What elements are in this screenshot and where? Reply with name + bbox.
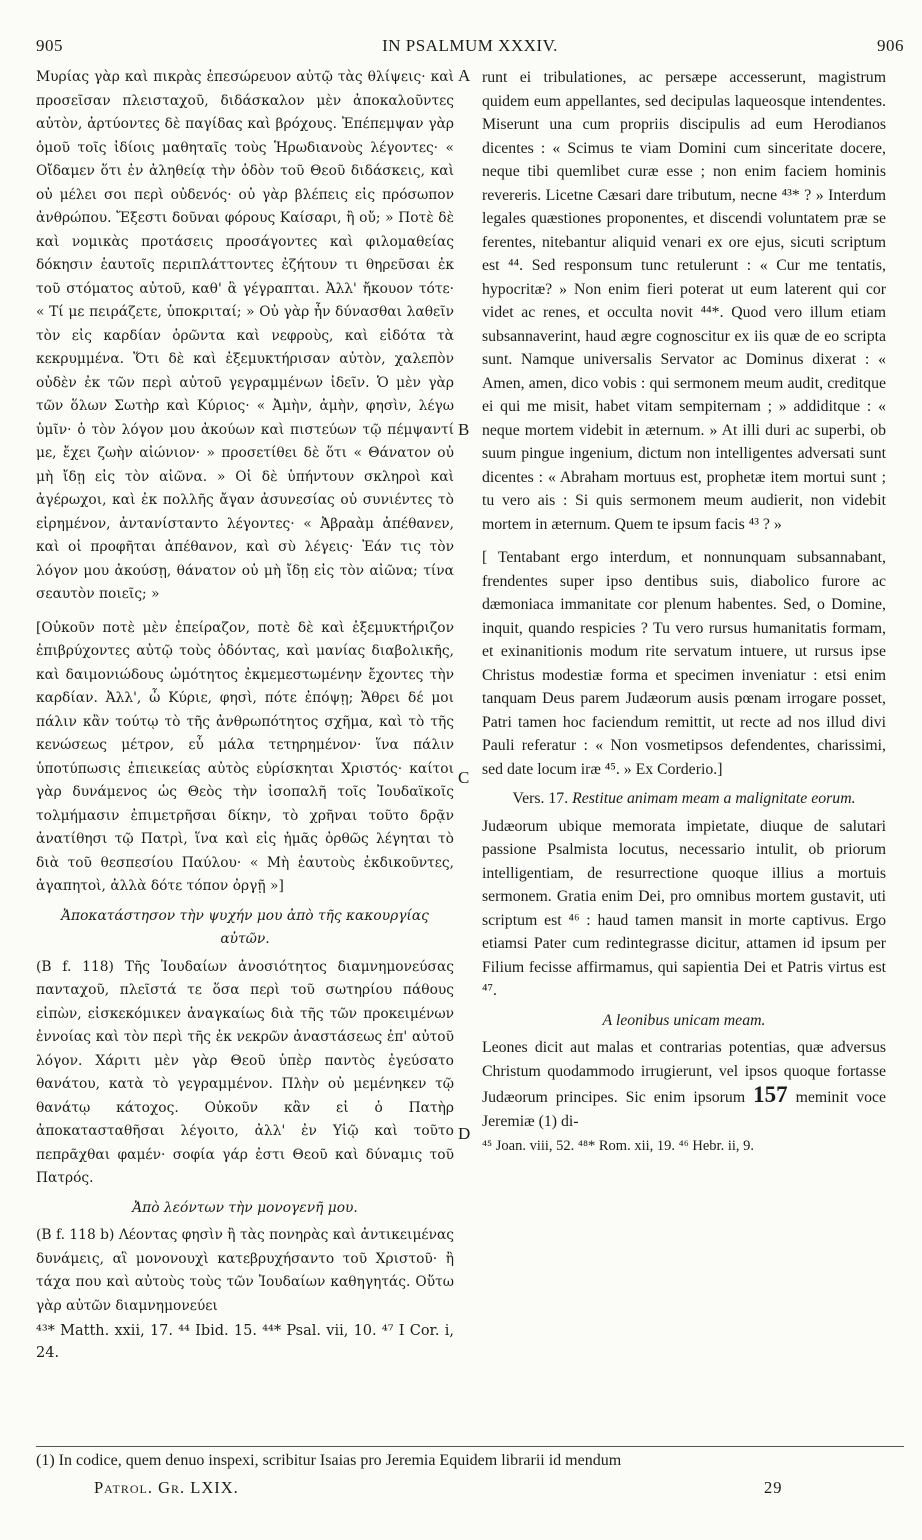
margin-letter-a: A <box>458 66 471 85</box>
volume-signature: Patrol. Gr. LXIX. <box>94 1478 239 1497</box>
left-page-number: 905 <box>36 36 63 55</box>
greek-paragraph-1: Μυρίας γὰρ καὶ πικρὰς ἐπεσώρευον αὐτῷ τὰς θλίψεις· καὶ προσεῖσαν πλεισταχοῦ, διδάσκαλον μὲν ἀποκαλοῦντες αὐτὸν, ἀρτύοντες δὲ παγίδας καὶ βρόχους. Ἐπέπεμψαν γὰρ ὁμοῦ τοῖς ἰδίοις μαθηταῖς τοὺς Ἡρωδιανοὺς λέγοντες· « Οἴδαμεν ὅτι ἐν ἀληθείᾳ τὴν ὁδὸν τοῦ Θεοῦ διδάσκεις, καὶ οὐ μέλει σοι περὶ οὐδενός· οὐ γὰρ βλέπεις εἰς πρόσωπον ἀνθρώπου. Ἔξεστι δοῦναι φόρους Καίσαρι, ἢ οὔ; » Ποτὲ δὲ καὶ νομικὰς προτάσεις προσάγοντες καὶ φιλομαθείας δόκησιν ἑαυτοῖς περιπλάττοντες ἐζήτουν τι θηρεῦσαι ἐκ τοῦ στόματος αὐτοῦ, καθ' ἃ γέγραπται. Ἀλλ' ἤκουον τότε· « Τί με πειράζετε, ὑποκριταί; » Οὐ γὰρ ἦν δύνασθαι λαθεῖν τὸν εἰς καρδίαν ὁρῶντα καὶ νεφροὺς, καὶ εἰδότα τὰ κεκρυμμένα. Ὅτι δὲ καὶ ἐξεμυκτήρισαν αὐτὸν, χαλεπὸν οὐδὲν ἐκ τῶν περὶ αὐτοῦ γεγραμμένων ἰδεῖν. Ὁ μὲν γὰρ τῶν ὅλων Σωτὴρ καὶ Κύριος· « Ἀμὴν, ἀμὴν, φησὶν, λέγω ὑμῖν· ὁ τὸν λόγον μου ἀκούων καὶ πιστεύων τῷ πέμψαντί με, ἔχει ζωὴν αἰώνιον· » προσετίθει δὲ ὅτι « Θάνατον οὐ μὴ ἴδῃ εἰς τὸν αἰῶνα. » Οἱ δὲ ὑπήντουν σκληροὶ καὶ ἀγέρωχοι, καὶ ἐκ πολλῆς ἄγαν ἀσυνεσίας οὐ συνιέντες τὸ εἰρημένον, ἀντανίσταντο λέγοντες· « Ἀβραὰμ ἀπέθανεν, καὶ οἱ προφῆται ἀπέθανον, καὶ σὺ λέγεις· Ἐάν τις τὸν λόγον μου ἀκούσῃ, θάνατον οὐ μὴ ἴδῃ εἰς τὸν αἰῶνα; τίνα σεαυτὸν ποιεῖς; » <box>36 69 454 602</box>
latin-paragraph-1: runt ei tribulationes, ac persæpe accesserunt, magistrum quidem eum appellantes, sed decipulas laqueosque intendentes. Miserunt una cum propriis discipulis ad eum Herodianos dicentes : « Scimus te viam Domini cum sinceritate docere, neque tibi quemlibet curæ esse ; non enim faciem hominis revereris. Licetne Cæsari dare tributum, necne ⁴³* ? » Interdum legales quæstiones proponentes, et discendi voluntatem præ se ferentes, nitebantur aliquid venari ex ore ejus, sicuti scriptum est ⁴⁴. Sed responsum tunc retulerunt : « Cur me tentatis, hypocritæ? » Non enim fieri poterat ut eum laterent qui cor videt ac renes, et occulta novit ⁴⁴*. Quod vero illum etiam subsannaverint, haud ægre cognoscitur ex iis quæ de eo scripta sunt. Namque universalis Servator ac Dominus dixerat : « Amen, amen, dico vobis : qui sermonem meum audit, creditque ei qui me misit, habet vitam sempiternam ; » addiditque : « neque mortem videbit in æternum. » At illi duri ac superbi, ob suum pingue ingenium, dictum non intelligentes adversati sunt dicentes : « Abraham mortuus est, prophetæ item mortui sunt ; tu vero ais : Si quis sermonem meum audierit, non videbit mortem in æternum. Quem te ipsum facis ⁴³ ? » <box>482 69 886 533</box>
signature-number: 29 <box>764 1478 783 1497</box>
latin-verse-heading-1 <box>482 787 886 811</box>
greek-paragraph-2: [Οὐκοῦν ποτὲ μὲν ἐπείραζον, ποτὲ δὲ καὶ ἐξεμυκτήριζον ἐπιβρύχοντες αὐτῷ τοὺς ὀδόντας, καὶ μανίας διαβολικῆς, καὶ δαιμονιώδους ὠμότητος ἐκμεμεστωμένην ἔχοντες τὴν καρδίαν. Ἀλλ', ὦ Κύριε, φησὶ, πότε ἐπόψῃ; Ἄθρει δέ μοι πάλιν κἂν τούτῳ τὸ τῆς ἀνθρωπότητος σχῆμα, καὶ τὸ τῆς κενώσεως μέτρον, εὖ μάλα τετηρημένον· ἵνα πάλιν ὑποτύπωσις ἐπιεικείας αὐτὸς εὑρίσκηται Χριστός· καίτοι γὰρ δυνάμενος ὡς Θεὸς τὴν ἰσοπαλῆ τοῖς Ἰουδαϊκοῖς τολμήμασιν ἐπιμετρῆσαι δίκην, τὸ χρῆναι τοῦτο δρᾷν ἀνατίθησι τῷ Πατρὶ, ἵνα καὶ εἰς ἡμᾶς ὀρθῶς λέγηται τὸ διὰ τοῦ θεσπεσίου Παύλου· « Μὴ ἑαυτοὺς ἐκδικοῦντες, ἀγαπητοὶ, ἀλλὰ δότε τόπον ὀργῇ »] <box>36 619 454 894</box>
greek-paragraph-4: (B f. 118 b) Λέοντας φησὶν ἢ τὰς πονηρὰς καὶ ἀντικειμένας δυνάμεις, αἳ μονονουχὶ κατεβρυχήσαντο τοῦ Χριστοῦ· ἢ τάχα που καὶ αὐτοὺς τοὺς τῶν Ἰουδαίων καθηγητάς. Οὕτω γὰρ αὐτῶν διαμνημονεύει <box>36 1227 454 1314</box>
latin-verse-heading-2: A leonibus unicam meam. <box>602 1011 766 1029</box>
margin-letter-d: D <box>458 1124 471 1143</box>
running-title: IN PSALMUM XXXIV. <box>382 36 558 55</box>
right-page-number: 906 <box>877 36 904 55</box>
latin-paragraph-4-end: meminit voce Jeremiæ (1) di- <box>482 1089 887 1130</box>
greek-paragraph-3: (B f. 118) Τῆς Ἰουδαίων ἀνοσιότητος διαμνημονεύσας πανταχοῦ, πλεῖστά τε ὅσα περὶ τοῦ σωτηρίου πάθους εἰπὼν, εἰσκεκόμικεν ἀναγκαίως διὰ τῆς τῶν προκειμένων ἐννοίας καὶ τὸν περὶ τῆς ἐκ νεκρῶν ἀναστάσεως ἐπ' αὐτοῦ λόγον. Χάριτι μὲν γὰρ Θεοῦ ὑπὲρ παντὸς ἐγεύσατο θανάτου, κατὰ τὸ γεγραμμένον. Πλὴν οὐ μεμένηκεν τῷ θανάτῳ κάτοχος. Οὐκοῦν κἂν εἰ ὁ Πατὴρ ἀποκατασταθῆσαι λέγοιτο, ἀλλ' ἐν Υἱῷ καὶ τοῦτο πεπρᾶχθαι φαμέν· σοφία γάρ ἐστι Θεοῦ καὶ δύναμις τοῦ Πατρός. <box>36 958 454 1186</box>
margin-letter-c: C <box>458 768 470 787</box>
margin-letter-b: B <box>458 420 470 439</box>
verse-text: Restitue animam meam a malignitate eorum. <box>572 790 856 807</box>
greek-column <box>36 66 454 1364</box>
latin-paragraph-3: Judæorum ubique memorata impietate, diuque de salutari passione Psalmista locutus, necessario intulit, ob priorum intelligentiam, de resurrectione quoque illius a mortuis sermonem. Gratia enim Dei, pro omnibus mortem gustavit, uti scriptum est ⁴⁶ : haud tamen mansit in morte captivus. Ergo etiamsi Pater cum redintegrasse dicitur, attamen id ipsum per Filium fecisse affirmamus, qui sapientia Dei et Patris virtus est ⁴⁷. <box>482 817 886 999</box>
column-number-marker: 157 <box>753 1082 788 1107</box>
greek-verse-heading-1: Ἀποκατάστησον τὴν ψυχήν μου ἀπὸ τῆς κακουργίας αὐτῶν. <box>61 907 429 947</box>
footnote-rule <box>36 1446 904 1447</box>
greek-verse-heading-2: Ἀπὸ λεόντων τὴν μονογενῆ μου. <box>132 1199 358 1216</box>
page-header <box>36 36 904 62</box>
latin-paragraph-4 <box>482 1036 886 1133</box>
footnote: (1) In codice, quem denuo inspexi, scribitur Isaias pro Jeremia Equidem librarii id mendum <box>36 1452 622 1469</box>
latin-paragraph-2: [ Tentabant ergo interdum, et nonnunquam subsannabant, frendentes super ipso dentibus suis, diabolico furore ac dæmoniaca immanitate cor plenum habentes. Sed, o Domine, inquit, quando respicies ? Tu vero rursus humanitatis formam, et exinanitionis modum rite servatum intuere, ut rursus ipse Christus modestiæ forma et specimen inveniatur : etsi enim tanquam Deus parem Judæorum ausis pœnam irrogare posset, Patri tamen hoc faciendum remittit, ut recte ad nos illud divi Pauli referatur : « Non vosmetipsos defendentes, charissimi, sed date locum iræ ⁴⁵. » Ex Corderio.] <box>482 549 886 778</box>
latin-paragraph-4-start: Leones dicit aut malas et contrarias potentias, quæ adversus Christum quodammodo irrugierunt, vel ipsos quoque fortasse Judæorum principes. Sic enim ipsorum <box>482 1039 886 1106</box>
verse-number: Vers. 17. <box>512 790 569 807</box>
latin-column-notes: ⁴⁵ Joan. viii, 52. ⁴⁸* Rom. xii, 19. ⁴⁶ Hebr. ii, 9. <box>482 1138 754 1154</box>
greek-column-notes: ⁴³* Matth. xxii, 17. ⁴⁴ Ibid. 15. ⁴⁴* Psal. vii, 10. ⁴⁷ I Cor. i, 24. <box>36 1323 454 1361</box>
latin-column <box>482 66 886 1157</box>
